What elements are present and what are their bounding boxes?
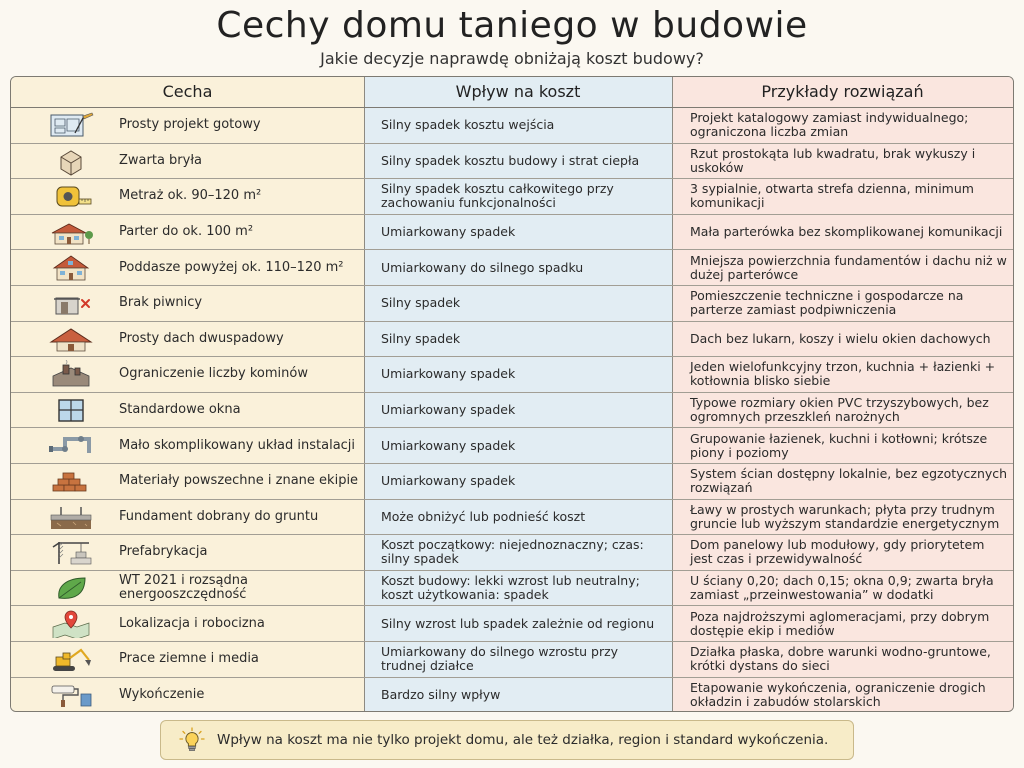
row-feature: Materiały powszechne i znane ekipie [119,473,359,489]
cost-table [10,76,1014,712]
table-row [11,642,1013,678]
row-feature: WT 2021 i rozsądna energooszczędność [119,573,248,603]
table-row [11,250,1013,286]
row-example: Mała parterówka bez skomplikowanej komunikacji [690,224,1003,240]
row-impact: Koszt początkowy: niejednoznaczny; czas: silny spadek [381,537,644,567]
row-impact: Umiarkowany do silnego wzrostu przy trudnej działce [381,644,619,674]
excavator-icon [35,645,107,674]
row-impact: Umiarkowany spadek [381,402,516,418]
bricks-icon [35,467,107,496]
footer-note [160,720,854,760]
row-example: Mniejsza powierzchnia fundamentów i dachu niż w dużej parterówce [690,252,1007,282]
page-subtitle: Jakie decyzje naprawdę obniżają koszt budowy? [320,49,704,68]
row-feature: Metraż ok. 90–120 m² [119,188,262,204]
row-feature: Prace ziemne i media [119,651,259,667]
row-feature: Fundament dobrany do gruntu [119,508,319,524]
row-impact: Umiarkowany spadek [381,437,516,453]
foundation-icon [35,503,107,532]
table-row [11,606,1013,642]
bungalow-icon [35,218,107,247]
row-example: Działka płaska, dobre warunki wodno-gruntowe, krótki dystans do sieci [690,644,991,674]
row-example: System ścian dostępny lokalnie, bez egzotycznych rozwiązań [690,466,1008,496]
attic-house-icon [35,253,107,282]
table-row [11,286,1013,322]
chimney-icon [35,360,107,389]
row-example: Typowe rozmiary okien PVC trzyszybowych, bez ogromnych przeszkleń narożnych [690,395,989,425]
row-feature: Parter do ok. 100 m² [119,224,254,240]
row-impact: Umiarkowany do silnego spadku [381,259,584,275]
row-feature: Prosty dach dwuspadowy [119,330,284,346]
window-icon [35,396,107,425]
row-example: Ławy w prostych warunkach; płyta przy trudnym gruncie lub wyższym standardzie energetycznym [690,501,1000,531]
row-example: U ściany 0,20; dach 0,15; okna 0,9; zwarta bryła zamiast „przeinwestowania” w dodatki [690,573,994,603]
row-impact: Umiarkowany spadek [381,366,516,382]
row-example: Poza najdroższymi aglomeracjami, przy dobrym dostępie ekip i mediów [690,608,990,638]
table-row [11,215,1013,251]
row-example: Jeden wielofunkcyjny trzon, kuchnia + łazienki + kotłownia blisko siebie [690,359,996,389]
row-feature: Prefabrykacja [119,544,208,560]
row-example: Rzut prostokąta lub kwadratu, brak wykuszy i uskoków [690,145,976,175]
row-example: Dach bez lukarn, koszy i wielu okien dachowych [690,330,991,346]
footer-note-text: Wpływ na koszt ma nie tylko projekt domu, ale też działka, region i standard wykończenia. [217,732,829,748]
row-feature: Mało skomplikowany układ instalacji [119,437,356,453]
lightbulb-icon [179,727,205,753]
table-row [11,535,1013,571]
row-feature: Wykończenie [119,687,205,703]
header-impact: Wpływ na koszt [455,82,581,101]
tape-measure-icon [35,182,107,211]
row-impact: Silny spadek kosztu budowy i strat ciepła [381,152,640,168]
row-feature: Lokalizacja i robocizna [119,615,265,631]
row-impact: Może obniżyć lub podnieść koszt [381,508,586,524]
row-impact: Bardzo silny wpływ [381,687,501,703]
map-pin-icon [35,609,107,638]
row-feature: Zwarta bryła [119,152,202,168]
table-row [11,179,1013,215]
leaf-icon [35,574,107,603]
gable-roof-icon [35,325,107,354]
table-row [11,322,1013,358]
row-impact: Silny spadek kosztu wejścia [381,117,555,133]
header-examples: Przykłady rozwiązań [761,82,924,101]
row-example: 3 sypialnie, otwarta strefa dzienna, minimum komunikacji [690,181,974,211]
table-row [11,108,1013,144]
row-example: Projekt katalogowy zamiast indywidualnego; ograniczona liczba zmian [690,110,969,140]
row-impact: Umiarkowany spadek [381,473,516,489]
table-row [11,393,1013,429]
page-title: Cechy domu taniego w budowie [216,5,808,46]
row-example: Dom panelowy lub modułowy, gdy priorytetem jest czas i przewidywalność [690,537,985,567]
row-feature: Standardowe okna [119,402,241,418]
no-basement-icon [35,289,107,318]
row-impact: Koszt budowy: lekki wzrost lub neutralny; koszt użytkowania: spadek [381,573,640,603]
table-row [11,357,1013,393]
table-row [11,428,1013,464]
row-impact: Silny spadek [381,295,461,311]
table-header [11,77,1013,108]
row-feature: Prosty projekt gotowy [119,117,261,133]
table-row [11,464,1013,500]
row-impact: Silny spadek [381,330,461,346]
row-feature: Ograniczenie liczby kominów [119,366,308,382]
row-impact: Silny wzrost lub spadek zależnie od regionu [381,615,655,631]
row-impact: Umiarkowany spadek [381,224,516,240]
header-feature: Cecha [162,82,213,101]
row-feature: Poddasze powyżej ok. 110–120 m² [119,259,344,275]
crane-icon [35,538,107,567]
row-example: Etapowanie wykończenia, ograniczenie drogich okładzin i zabudów stolarskich [690,680,986,710]
row-example: Pomieszczenie techniczne i gospodarcze na parterze zamiast podpiwniczenia [690,288,964,318]
table-body [11,108,1013,711]
box-icon [35,147,107,176]
paint-roller-icon [35,681,107,710]
row-example: Grupowanie łazienek, kuchni i kotłowni; krótsze piony i poziomy [690,430,988,460]
table-row [11,144,1013,180]
table-row [11,500,1013,536]
pipes-icon [35,431,107,460]
table-row [11,571,1013,607]
blueprint-icon [35,111,107,140]
row-impact: Silny spadek kosztu całkowitego przy zachowaniu funkcjonalności [381,181,614,211]
row-feature: Brak piwnicy [119,295,203,311]
table-row [11,678,1013,712]
